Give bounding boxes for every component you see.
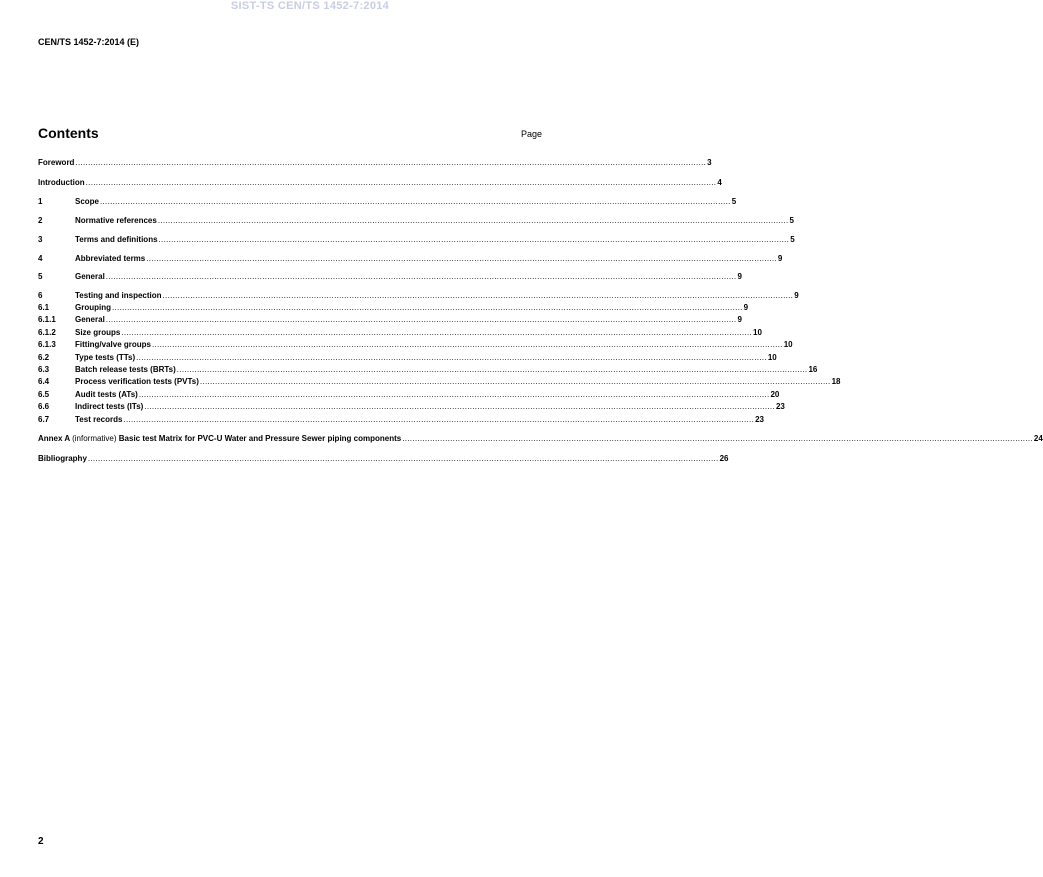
toc-entry-6-2[interactable] xyxy=(38,352,777,363)
toc-entry-6[interactable] xyxy=(38,290,799,301)
toc-entry-title: Grouping xyxy=(75,303,111,312)
toc-annex-title xyxy=(38,433,401,444)
toc-leader: .......................................................................................................................................................................................................................................................... xyxy=(136,353,767,362)
toc-entry-page: 23 xyxy=(775,402,785,411)
toc-entry-page: 9 xyxy=(737,315,742,324)
toc-entry-page: 10 xyxy=(783,340,793,349)
toc-entry-bibliography[interactable] xyxy=(38,453,729,464)
toc-leader: .......................................................................................................................................................................................................................................................... xyxy=(121,328,753,337)
toc-entry-page: 18 xyxy=(831,377,841,386)
toc-entry-6-1-3[interactable] xyxy=(38,339,793,350)
toc-leader: .......................................................................................................................................................................................................................................................... xyxy=(87,454,719,463)
toc-entry-title: Abbreviated terms xyxy=(75,254,146,263)
toc-entry-page: 5 xyxy=(790,235,795,244)
toc-leader: .......................................................................................................................................................................................................................................................... xyxy=(123,415,755,424)
toc-entry-page: 16 xyxy=(808,365,818,374)
toc-entry-number: 6.1 xyxy=(38,303,50,312)
document-id: CEN/TS 1452-7:2014 (E) xyxy=(38,37,140,47)
toc-entry-3[interactable] xyxy=(38,234,795,245)
toc-entry-introduction[interactable] xyxy=(38,177,722,188)
toc-entry-number: 6.2 xyxy=(38,353,50,362)
toc-leader: .......................................................................................................................................................................................................................................................... xyxy=(75,158,707,167)
toc-entry-6-6[interactable] xyxy=(38,401,785,412)
toc-entry-title: Normative references xyxy=(75,216,157,225)
toc-entry-page: 4 xyxy=(717,178,722,187)
toc-entry-title: General xyxy=(75,315,105,324)
toc-entry-6-5[interactable] xyxy=(38,389,780,400)
toc-entry-title: Audit tests (ATs) xyxy=(75,390,138,399)
toc-leader: .......................................................................................................................................................................................................................................................... xyxy=(176,365,808,374)
contents-heading: Contents xyxy=(38,125,99,141)
toc-entry-number: 6.1.1 xyxy=(38,315,56,324)
toc-entry-title: Introduction xyxy=(38,178,85,187)
toc-entry-number: 6 xyxy=(38,291,43,300)
toc-entry-number: 6.6 xyxy=(38,402,50,411)
toc-leader: .......................................................................................................................................................................................................................................................... xyxy=(162,291,794,300)
toc-entry-title: Fitting/valve groups xyxy=(75,340,152,349)
toc-entry-number: 5 xyxy=(38,272,43,281)
toc-leader: .......................................................................................................................................................................................................................................................... xyxy=(199,377,831,386)
page-number: 2 xyxy=(38,836,44,847)
toc-entry-page: 9 xyxy=(777,254,783,263)
toc-entry-6-4[interactable] xyxy=(38,376,841,387)
annex-label: Annex A xyxy=(38,434,70,443)
toc-entry-2[interactable] xyxy=(38,215,794,226)
toc-entry-title: Scope xyxy=(75,197,100,206)
toc-entry-title: Type tests (TTs) xyxy=(75,353,136,362)
toc-entry-foreword[interactable] xyxy=(38,157,712,168)
toc-entry-number: 6.5 xyxy=(38,390,50,399)
toc-leader: .......................................................................................................................................................................................................................................................... xyxy=(158,235,790,244)
toc-entry-page: 10 xyxy=(767,353,777,362)
toc-leader: .......................................................................................................................................................................................................................................................... xyxy=(85,178,717,187)
toc-entry-page: 5 xyxy=(731,197,737,206)
annex-title: Basic test Matrix for PVC-U Water and Pressure Sewer piping components xyxy=(118,434,402,443)
toc-entry-title: Terms and definitions xyxy=(75,235,158,244)
toc-entry-title: General xyxy=(75,272,105,281)
toc-entry-6-1[interactable] xyxy=(38,302,749,313)
page-column-label: Page xyxy=(520,129,542,139)
toc-leader: .......................................................................................................................................................................................................................................................... xyxy=(105,272,737,281)
toc-entry-number: 6.1.3 xyxy=(38,340,56,349)
toc-entry-page: 10 xyxy=(753,328,762,337)
toc-leader: .......................................................................................................................................................................................................................................................... xyxy=(144,402,775,411)
toc-entry-number: 6.3 xyxy=(38,365,50,374)
toc-entry-6-1-2[interactable] xyxy=(38,327,762,338)
toc-entry-title: Indirect tests (ITs) xyxy=(75,402,144,411)
toc-entry-page: 9 xyxy=(794,291,799,300)
toc-entry-page: 3 xyxy=(707,158,712,167)
toc-leader: .......................................................................................................................................................................................................................................................... xyxy=(112,303,743,312)
toc-entry-page: 20 xyxy=(770,390,780,399)
toc-entry-6-1-1[interactable] xyxy=(38,314,742,325)
toc-entry-page: 24 xyxy=(1033,434,1043,443)
toc-entry-6-3[interactable] xyxy=(38,364,818,375)
toc-entry-number: 1 xyxy=(38,197,43,206)
toc-entry-title: Process verification tests (PVTs) xyxy=(75,377,199,386)
toc-leader: .......................................................................................................................................................................................................................................................... xyxy=(146,254,777,263)
toc-entry-number: 4 xyxy=(38,254,43,263)
toc-entry-title: Bibliography xyxy=(38,454,87,463)
toc-entry-number: 6.7 xyxy=(38,415,50,424)
toc-entry-title: Batch release tests (BRTs) xyxy=(75,365,176,374)
toc-entry-page: 5 xyxy=(789,216,794,225)
toc-entry-number: 3 xyxy=(38,235,43,244)
annex-qualifier: (informative) xyxy=(72,434,117,443)
watermark: SIST-TS CEN/TS 1452-7:2014 xyxy=(230,0,390,12)
toc-leader: .......................................................................................................................................................................................................................................................... xyxy=(100,197,731,206)
toc-entry-page: 9 xyxy=(743,303,749,312)
toc-entry-page: 26 xyxy=(719,454,729,463)
toc-entry-title: Testing and inspection xyxy=(75,291,162,300)
toc-leader: .......................................................................................................................................................................................................................................................... xyxy=(402,434,1033,443)
toc-entry-title: Foreword xyxy=(38,158,75,167)
toc-entry-4[interactable] xyxy=(38,253,783,264)
toc-leader: .......................................................................................................................................................................................................................................................... xyxy=(157,216,789,225)
toc-entry-title: Size groups xyxy=(75,328,121,337)
toc-entry-number: 2 xyxy=(38,216,43,225)
toc-entry-6-7[interactable] xyxy=(38,414,765,425)
toc-entry-page: 23 xyxy=(755,415,765,424)
toc-entry-number: 6.1.2 xyxy=(38,328,56,337)
toc-entry-page: 9 xyxy=(737,272,742,281)
toc-entry-title: Test records xyxy=(75,415,123,424)
toc-leader: .......................................................................................................................................................................................................................................................... xyxy=(152,340,783,349)
toc-leader: .......................................................................................................................................................................................................................................................... xyxy=(105,315,737,324)
toc-entry-annex-a[interactable] xyxy=(38,433,1043,444)
toc-entry-number: 6.4 xyxy=(38,377,50,386)
toc-entry-5[interactable] xyxy=(38,271,742,282)
toc-leader: .......................................................................................................................................................................................................................................................... xyxy=(138,390,770,399)
toc-entry-1[interactable] xyxy=(38,196,737,207)
